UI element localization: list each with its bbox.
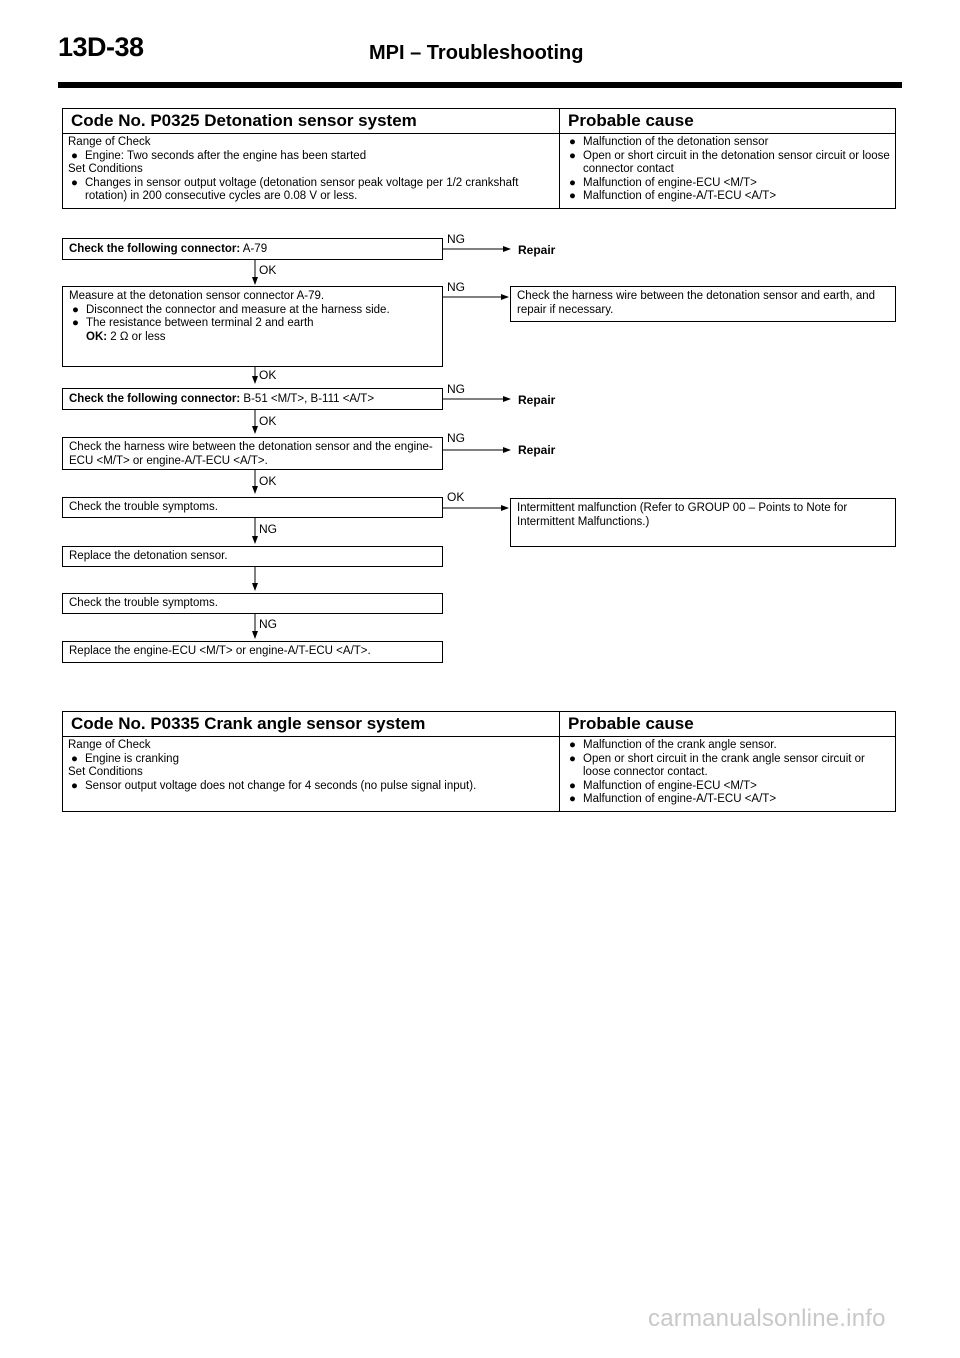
ng-label: NG [259,617,277,631]
step-replace-engine-ecu: Replace the engine-ECU <M/T> or engine-A/T-ECU <A/T>. [62,641,443,663]
step-check-trouble-symptoms-2: Check the trouble symptoms. [62,593,443,614]
step-check-connector-b51-b111: Check the following connector: B-51 <M/T>, B-111 <A/T> [62,388,443,410]
cause-item: ● Malfunction of engine-A/T-ECU <A/T> [569,190,777,202]
step-check-harness-ecu: Check the harness wire between the detonation sensor and the engine-ECU <M/T> or engine-A/T-ECU <A/T>. [62,437,443,470]
cause-title: Probable cause [568,714,694,733]
cause-item: ● Open or short circuit in the detonation sensor circuit or loose connector contact [569,149,890,175]
ng-label: NG [259,522,277,536]
set-item: ● Changes in sensor output voltage (detonation sensor peak voltage per 1/2 crankshaft rotation) in 200 consecutive cycles are 0.08 V or less. [71,176,519,202]
ok-label: OK [259,263,277,277]
range-item: ● Engine is cranking [71,752,179,765]
page-number: 13D-38 [58,32,144,62]
step-check-trouble-symptoms: Check the trouble symptoms. [62,497,443,518]
ng-label: NG [447,280,465,294]
page-title: MPI – Troubleshooting [369,42,584,64]
cause-item: ● Open or short circuit in the crank angle sensor circuit or loose connector contact. [569,752,865,778]
step-measure-connector-a79: Measure at the detonation sensor connector A-79. ● Disconnect the connector and measure at the harness side. ● The resistance between terminal 2 and earth OK: 2 Ω or less [62,286,443,367]
set-item: ● Sensor output voltage does not change for 4 seconds (no pulse signal input). [71,779,477,792]
cause-item: ● Malfunction of the crank angle sensor. [569,739,777,751]
repair-label: Repair [518,393,556,407]
ng-label: NG [447,382,465,396]
cause-item: ● Malfunction of engine-A/T-ECU <A/T> [569,793,777,805]
repair-label: Repair [518,443,556,457]
range-label: Range of Check [68,739,151,751]
cause-item: ● Malfunction of engine-ECU <M/T> [569,779,757,792]
ok-label: OK [447,490,465,504]
step-check-harness-earth: Check the harness wire between the detonation sensor and earth, and repair if necessary. [510,286,896,322]
code-title: Code No. P0335 Crank angle sensor system [63,712,560,736]
step-replace-detonation-sensor: Replace the detonation sensor. [62,546,443,567]
ok-label: OK [259,368,277,382]
code-title: Code No. P0325 Detonation sensor system [63,109,560,133]
cause-item: ● Malfunction of engine-ECU <M/T> [569,176,757,189]
ok-label: OK [259,414,277,428]
step-intermittent-malfunction: Intermittent malfunction (Refer to GROUP 00 – Points to Note for Intermittent Malfunctions.) [510,498,896,547]
ng-label: NG [447,431,465,445]
repair-label: Repair [518,243,556,257]
set-label: Set Conditions [68,163,143,175]
cause-title: Probable cause [568,111,694,130]
range-label: Range of Check [68,136,151,148]
ok-label: OK [259,474,277,488]
range-item: ● Engine: Two seconds after the engine has been started [71,149,367,162]
ng-label: NG [447,232,465,246]
watermark: carmanualsonline.info [648,1305,886,1332]
set-label: Set Conditions [68,766,143,778]
cause-item: ● Malfunction of the detonation sensor [569,136,769,148]
step-check-connector-a79: Check the following connector: A-79 [62,238,443,260]
code-table-p0335 [62,711,896,812]
